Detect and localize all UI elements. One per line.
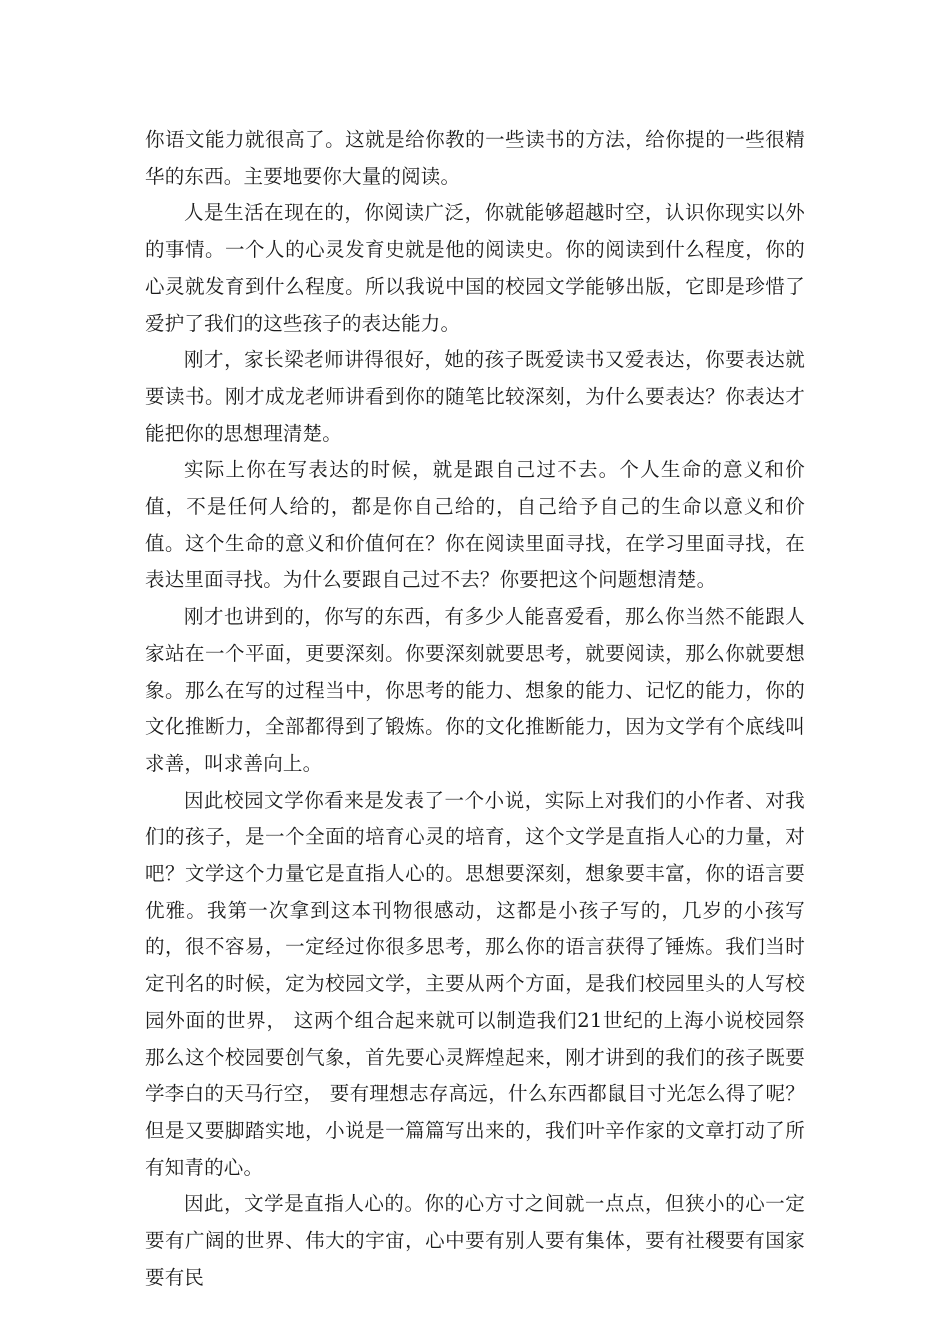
- paragraph-1: 你语文能力就很高了。这就是给你教的一些读书的方法，给你提的一些很精华的东西。主要地要你大量的阅读。: [145, 128, 805, 188]
- document-body: [145, 122, 805, 1297]
- paragraph-5: 刚才也讲到的，你写的东西，有多少人能喜爱看，那么你当然不能跟人家站在一个平面，更要深刻。你要深刻就要思考，就要阅读，那么你就要想象。那么在写的过程当中，你思考的能力、想象的能力、记忆的能力，你的文化推断力，全部都得到了锻炼。你的文化推断能力，因为文学有个底线叫求善，叫求善向上。: [145, 605, 805, 775]
- paragraph-4: 实际上你在写表达的时候，就是跟自己过不去。个人生命的意义和价值，不是任何人给的，都是你自己给的，自己给予自己的生命以意义和价值。这个生命的意义和价值何在？你在阅读里面寻找，在学习里面寻找，在表达里面寻找。为什么要跟自己过不去？你要把这个问题想清楚。: [145, 458, 805, 592]
- paragraph-6: 因此校园文学你看来是发表了一个小说，实际上对我们的小作者、对我们的孩子，是一个全面的培育心灵的培育，这个文学是直指人心的力量，对吧？文学这个力量它是直指人心的。思想要深刻，想象要丰富，你的语言要优雅。我第一次拿到这本刊物很感动，这都是小孩子写的，几岁的小孩写的，很不容易，一定经过你很多思考，那么你的语言获得了锤炼。我们当时定刊名的时候，定为校园文学，主要从两个方面，是我们校园里头的人写校园外面的世界， 这两个组合起来就可以制造我们21世纪的上海小说校园祭那么这个校园要创气象，首先要心灵辉煌起来，刚才讲到的我们的孩子既要学李白的天马行空， 要有理想志存高远，什么东西都鼠目寸光怎么得了呢？但是又要脚踏实地，小说是一篇篇写出来的，我们叶辛作家的文章打动了所有知青的心。: [145, 788, 805, 1179]
- paragraph-7: 因此，文学是直指人心的。你的心方寸之间就一点点，但狭小的心一定要有广阔的世界、伟大的宇宙，心中要有别人要有集体，要有社稷要有国家要有民: [145, 1192, 805, 1289]
- paragraph-2: 人是生活在现在的，你阅读广泛，你就能够超越时空，认识你现实以外的事情。一个人的心灵发育史就是他的阅读史。你的阅读到什么程度，你的心灵就发育到什么程度。所以我说中国的校园文学能够出版，它即是珍惜了爱护了我们的这些孩子的表达能力。: [145, 201, 805, 335]
- paragraph-3: 刚才，家长梁老师讲得很好，她的孩子既爱读书又爱表达，你要表达就要读书。刚才成龙老师讲看到你的随笔比较深刻，为什么要表达？你表达才能把你的思想理清楚。: [145, 348, 805, 445]
